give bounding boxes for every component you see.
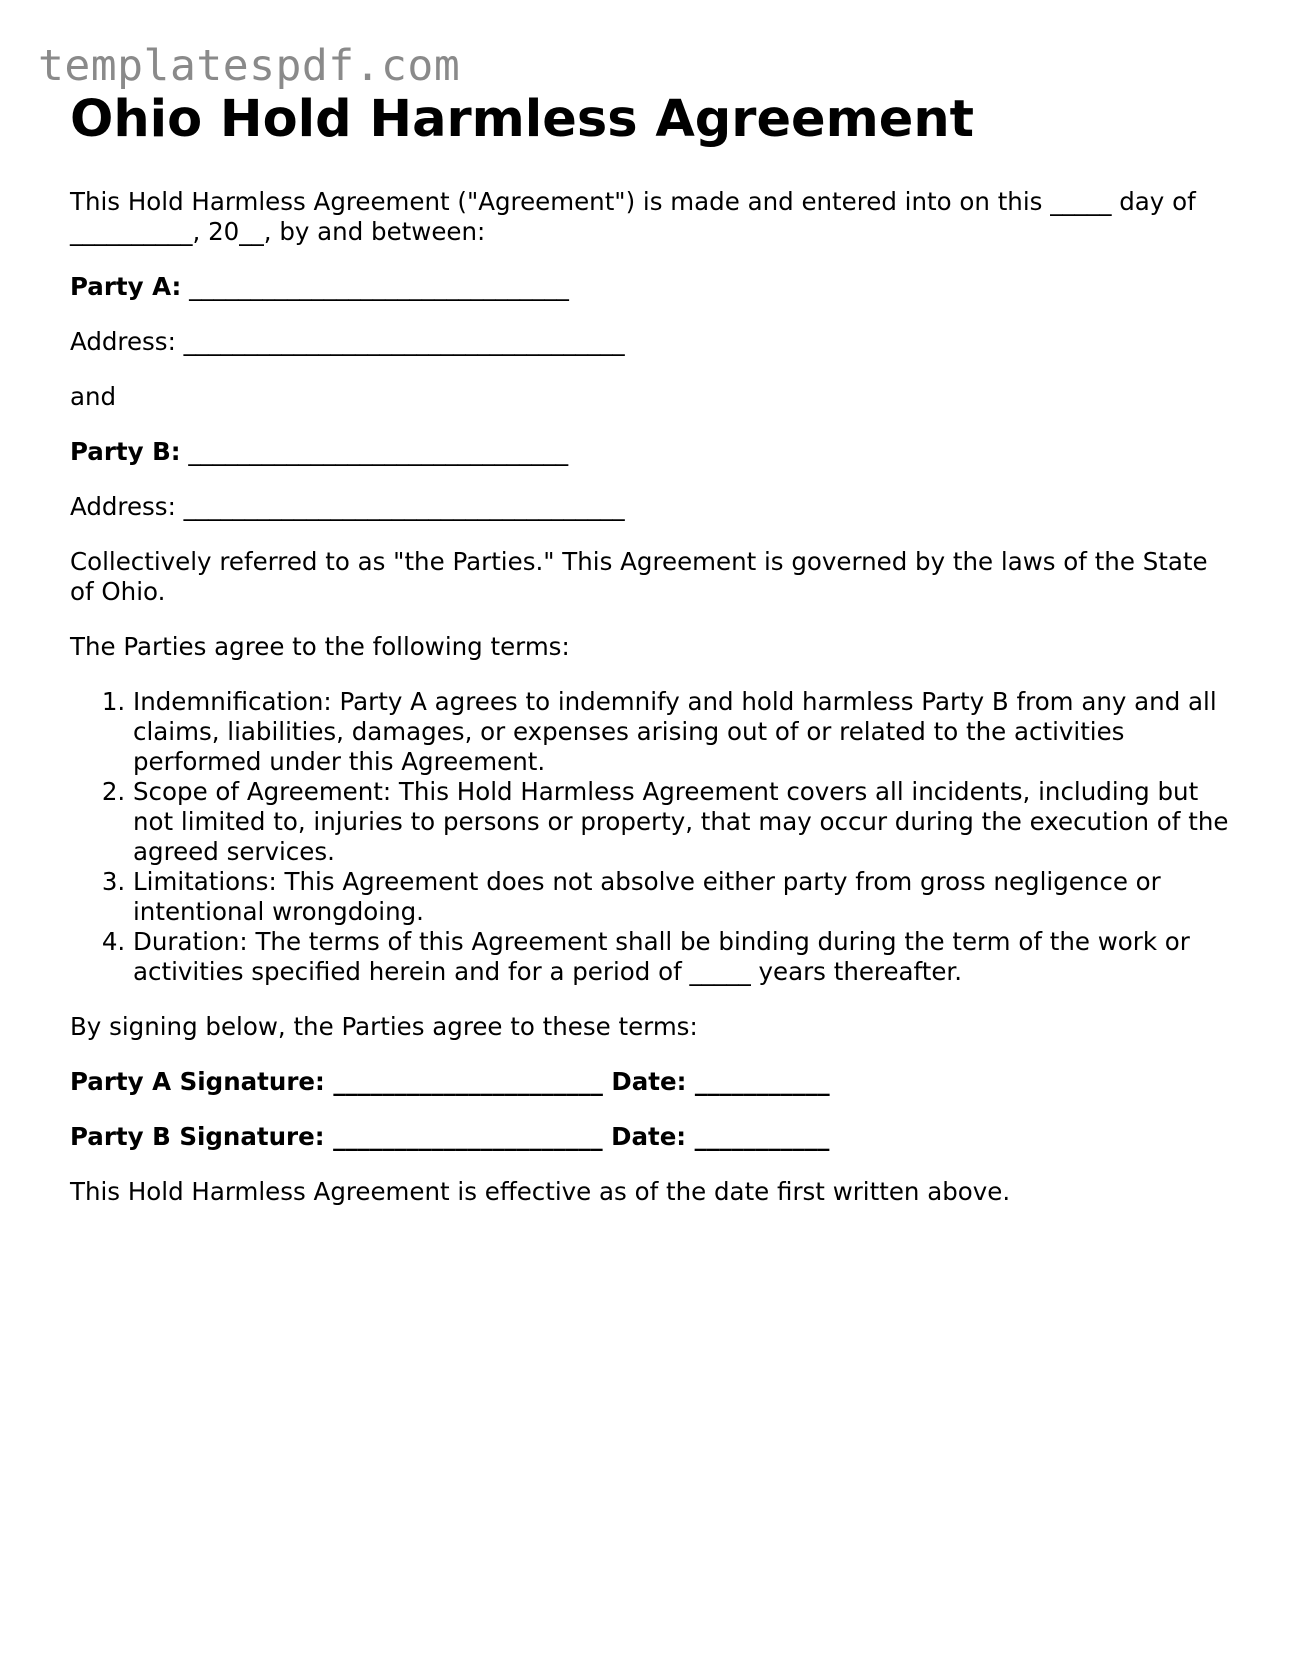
party-b-signature-line bbox=[70, 1122, 1230, 1152]
party-a-signature-label: Party A Signature: bbox=[70, 1067, 325, 1096]
watermark: templatespdf.com bbox=[38, 41, 461, 91]
collectively-paragraph: Collectively referred to as "the Parties." This Agreement is governed by the laws of the State of Ohio. bbox=[70, 547, 1208, 606]
party-b-signature-blank: ______________________ bbox=[324, 1122, 612, 1151]
party-b-address-blank: ____________________________________ bbox=[175, 492, 625, 521]
party-a-label: Party A: bbox=[70, 272, 182, 301]
terms-intro: The Parties agree to the following terms: bbox=[70, 632, 570, 661]
party-a-address-blank: ____________________________________ bbox=[175, 327, 625, 356]
terms-list bbox=[70, 687, 1230, 987]
list-item: 3. Limitations: This Agreement does not absolve either party from gross negligence or intentional wrongdoing. bbox=[133, 867, 1230, 927]
signing-intro: By signing below, the Parties agree to these terms: bbox=[70, 1012, 698, 1041]
party-a-address-field bbox=[70, 327, 1230, 357]
party-b-address-label: Address: bbox=[70, 492, 176, 521]
conjunction-text: and bbox=[70, 382, 117, 411]
party-a-field bbox=[70, 272, 1230, 302]
page-title: Ohio Hold Harmless Agreement bbox=[70, 90, 975, 149]
party-b-field bbox=[70, 437, 1230, 467]
list-item: 4. Duration: The terms of this Agreement shall be binding during the term of the work or activities specified herein and for a period of _____ years thereafter. bbox=[133, 927, 1230, 987]
document-body bbox=[70, 88, 1230, 1207]
party-a-signature-blank: ______________________ bbox=[324, 1067, 612, 1096]
list-item: 2. Scope of Agreement: This Hold Harmless Agreement covers all incidents, including but not limited to, injuries to persons or property, that may occur during the execution of the agreed services. bbox=[133, 777, 1230, 867]
party-b-date-label: Date: bbox=[611, 1122, 687, 1151]
effective-statement: This Hold Harmless Agreement is effective as of the date first written above. bbox=[70, 1177, 1011, 1206]
party-a-signature-line bbox=[70, 1067, 1230, 1097]
party-a-date-blank: ___________ bbox=[686, 1067, 830, 1096]
party-a-address-label: Address: bbox=[70, 327, 176, 356]
party-b-signature-label: Party B Signature: bbox=[70, 1122, 325, 1151]
party-a-date-label: Date: bbox=[611, 1067, 687, 1096]
party-b-blank: _______________________________ bbox=[180, 437, 569, 466]
intro-paragraph: This Hold Harmless Agreement ("Agreement") is made and entered into on this _____ day of __________, 20__, by and between: bbox=[70, 187, 1196, 246]
party-b-date-blank: ___________ bbox=[686, 1122, 830, 1151]
party-b-label: Party B: bbox=[70, 437, 181, 466]
party-a-blank: _______________________________ bbox=[181, 272, 569, 301]
party-b-address-field bbox=[70, 492, 1230, 522]
list-item: 1. Indemnification: Party A agrees to indemnify and hold harmless Party B from any and all claims, liabilities, damages, or expenses arising out of or related to the activities performed under this Agreement. bbox=[133, 687, 1230, 777]
